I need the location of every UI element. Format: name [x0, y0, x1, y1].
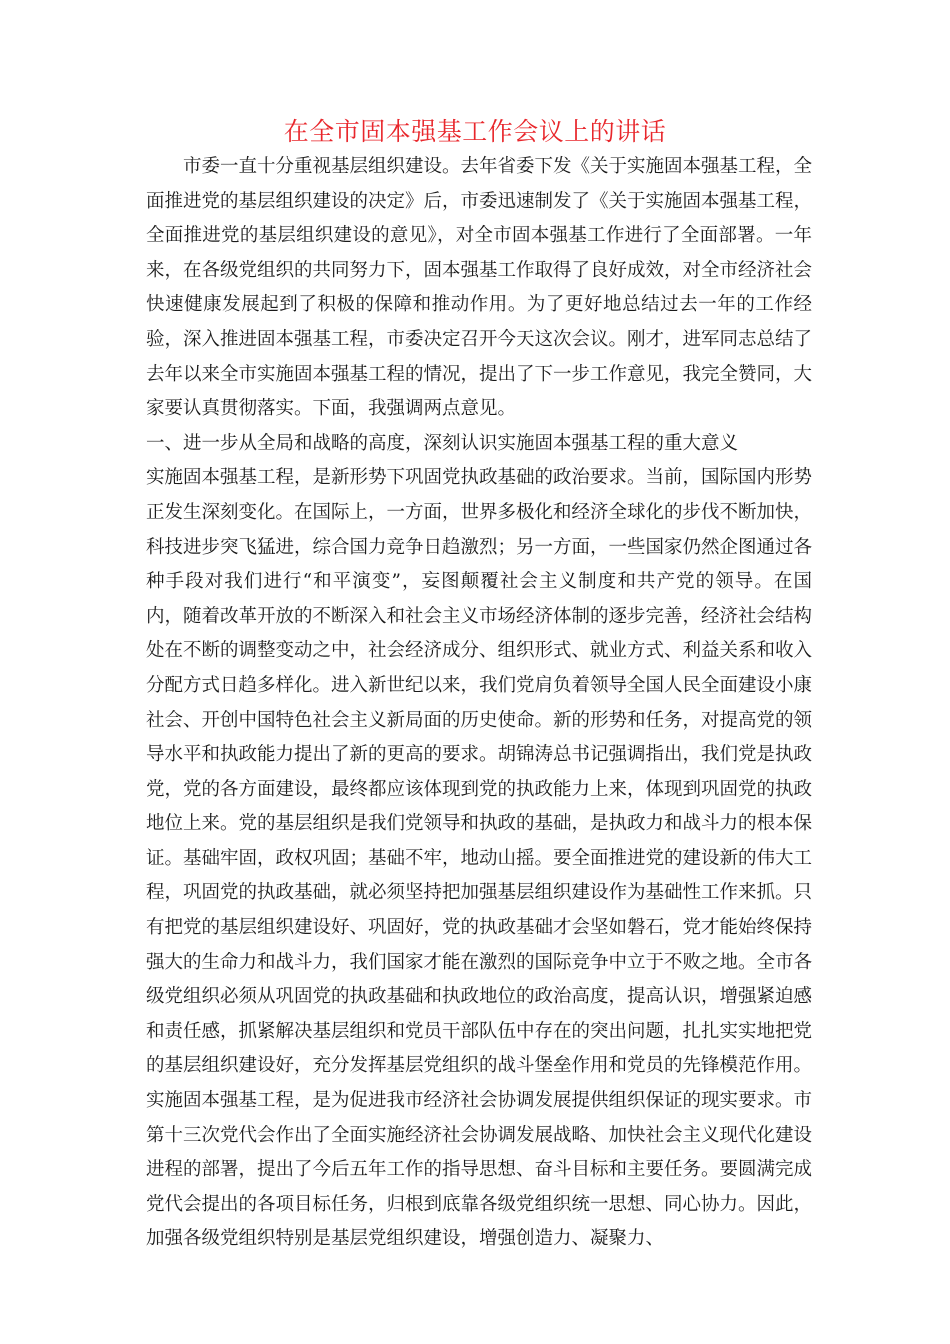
paragraph-political-requirement: 实施固本强基工程，是新形势下巩固党执政基础的政治要求。当前，国际国内形势正发生深刻变化。在国际上，一方面，世界多极化和经济全球化的步伐不断加快，科技进步突飞猛进，综合国力竞争日趋激烈；另一方面，一些国家仍然企图通过各种手段对我们进行“和平演变”，妄图颠覆社会主义制度和共产党的领导。在国内，随着改革开放的不断深入和社会主义市场经济体制的逐步完善，经济社会结构处在不断的调整变动之中，社会经济成分、组织形式、就业方式、利益关系和收入分配方式日趋多样化。进入新世纪以来，我们党肩负着领导全国人民全面建设小康社会、开创中国特色社会主义新局面的历史使命。新的形势和任务，对提高党的领导水平和执政能力提出了新的更高的要求。胡锦涛总书记强调指出，我们党是执政党，党的各方面建设，最终都应该体现到党的执政能力上来，体现到巩固党的执政地位上来。党的基层组织是我们党领导和执政的基础，是执政力和战斗力的根本保证。基础牢固，政权巩固；基础不牢，地动山摇。要全面推进党的建设新的伟大工程，巩固党的执政基础，就必须坚持把加强基层组织建设作为基础性工作来抓。只有把党的基层组织建设好、巩固好，党的执政基础才会坚如磐石，党才能始终保持强大的生命力和战斗力，我们国家才能在激烈的国际竞争中立于不败之地。全市各级党组织必须从巩固党的执政基础和执政地位的政治高度，提高认识，增强紧迫感和责任感，抓紧解决基层组织和党员干部队伍中存在的突出问题，扎扎实实地把党的基层组织建设好，充分发挥基层党组织的战斗堡垒作用和党员的先锋模范作用。 [146, 467, 813, 1077]
paragraph-intro: 市委一直十分重视基层组织建设。去年省委下发《关于实施固本强基工程，全面推进党的基层组织建设的决定》后，市委迅速制发了《关于实施固本强基工程，全面推进党的基层组织建设的意见》，对全市固本强基工作进行了全面部署。一年来，在各级党组织的共同努力下，固本强基工作取得了良好成效，对全市经济社会快速健康发展起到了积极的保障和推动作用。为了更好地总结过去一年的工作经验，深入推进固本强基工程，市委决定召开今天这次会议。刚才，进军同志总结了去年以来全市实施固本强基工程的情况，提出了下一步工作意见，我完全赞同，大家要认真贯彻落实。下面，我强调两点意见。 [146, 156, 813, 420]
document-title: 在全市固本强基工作会议上的讲话 [283, 117, 667, 146]
section-heading-1: 一、进一步从全局和战略的高度，深刻认识实施固本强基工程的重大意义 [146, 432, 739, 454]
document-body [146, 150, 812, 1257]
paragraph-organizational-guarantee: 实施固本强基工程，是为促进我市经济社会协调发展提供组织保证的现实要求。市第十三次党代会作出了全面实施经济社会协调发展战略、加快社会主义现代化建设进程的部署，提出了今后五年工作的指导思想、奋斗目标和主要任务。要圆满完成党代会提出的各项目标任务，归根到底靠各级党组织统一思想、同心协力。因此，加强各级党组织特别是基层党组织建设，增强创造力、凝聚力、 [146, 1090, 813, 1250]
